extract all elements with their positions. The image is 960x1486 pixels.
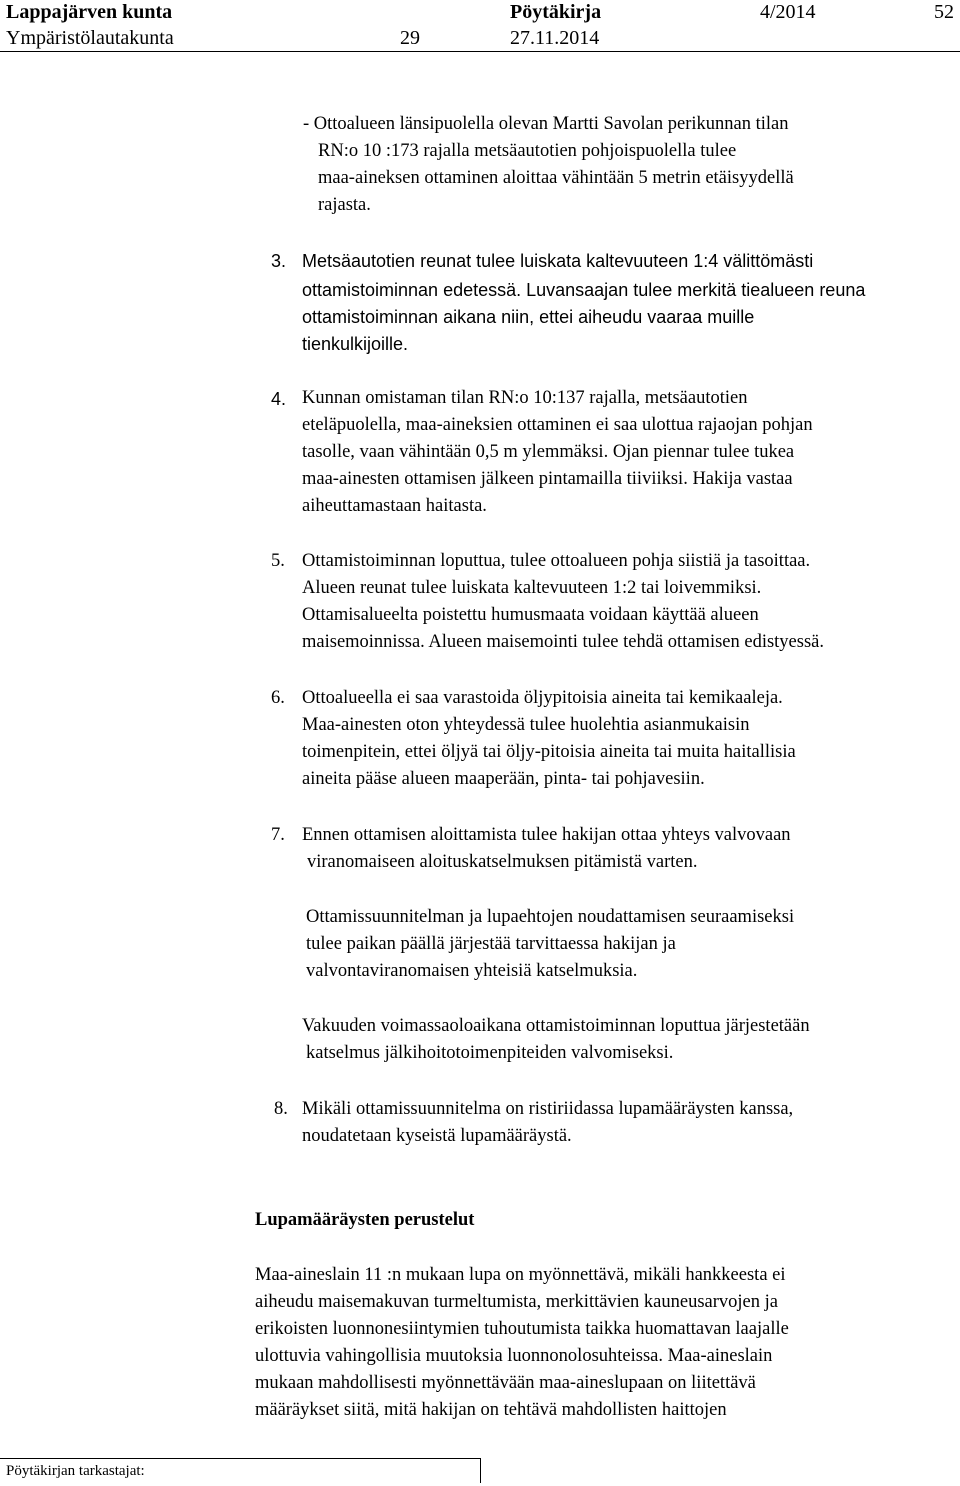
item-line: Ottamisalueelta poistettu humusmaata voidaan käyttää alueen bbox=[302, 605, 759, 625]
item-paragraph-line: valvontaviranomaisen yhteisiä katselmuksia. bbox=[306, 961, 638, 981]
item-line: ottamistoiminnan edetessä. Luvansaajan tulee merkitä tiealueen reuna bbox=[302, 280, 866, 300]
item-line: noudatetaan kyseistä lupamääräystä. bbox=[302, 1126, 572, 1146]
item-line: Ottoalueella ei saa varastoida öljypitoisia aineita tai kemikaaleja. bbox=[302, 688, 783, 708]
footer-label: Pöytäkirjan tarkastajat: bbox=[6, 1463, 145, 1479]
municipality-name: Lappajärven kunta bbox=[6, 1, 173, 23]
section-number: 29 bbox=[400, 27, 420, 49]
item-line: aineita pääse alueen maaperään, pinta- tai pohjavesiin. bbox=[302, 769, 705, 789]
document-type: Pöytäkirja bbox=[510, 1, 602, 23]
item-paragraph-line: katselmus jälkihoitotoimenpiteiden valvomiseksi. bbox=[306, 1043, 674, 1063]
item-number: 3. bbox=[271, 251, 287, 271]
rationale-line: mukaan mahdollisesti myönnettävään maa-aineslupaan on liitettävä bbox=[255, 1373, 756, 1393]
item-line: Maa-ainesten oton yhteydessä tulee huolehtia asianmukaisin bbox=[302, 715, 750, 735]
item-line: maa-ainesten ottamisen jälkeen pintamailla tiiviiksi. Hakija vastaa bbox=[302, 469, 793, 489]
item-line: maisemoinnissa. Alueen maisemointi tulee tehdä ottamisen edistyessä. bbox=[302, 632, 825, 652]
item-number: 5. bbox=[271, 551, 285, 571]
item-paragraph-line: tulee paikan päällä järjestää tarvittaessa hakijan ja bbox=[306, 934, 676, 954]
rationale-line: aiheudu maisemakuvan turmeltumista, merkittävien kauneusarvojen ja bbox=[255, 1292, 778, 1312]
item-paragraph-line: Ottamissuunnitelman ja lupaehtojen noudattamisen seuraamiseksi bbox=[306, 907, 795, 927]
item-line: viranomaiseen aloituskatselmuksen pitämistä varten. bbox=[307, 852, 698, 872]
item-line: tasolle, vaan vähintään 0,5 m ylemmäksi. Ojan piennar tulee tukea bbox=[302, 442, 795, 462]
rationale-line: Maa-aineslain 11 :n mukaan lupa on myönnettävä, mikäli hankkeesta ei bbox=[255, 1265, 786, 1285]
item-paragraph-line: Vakuuden voimassaoloaikana ottamistoiminnan loputtua järjestetään bbox=[302, 1016, 810, 1036]
item-number: 7. bbox=[271, 825, 285, 845]
section-heading: Lupamääräysten perustelut bbox=[255, 1210, 475, 1230]
meeting-date: 27.11.2014 bbox=[510, 27, 600, 49]
dash-item-line: RN:o 10 :173 rajalla metsäautotien pohjoispuolella tulee bbox=[318, 141, 737, 161]
item-line: Alueen reunat tulee luiskata kaltevuuteen 1:2 tai loivemmiksi. bbox=[302, 578, 762, 598]
page-number: 52 bbox=[934, 1, 954, 23]
item-line: Mikäli ottamissuunnitelma on ristiriidassa lupamääräysten kanssa, bbox=[302, 1099, 794, 1119]
item-number: 4. bbox=[271, 389, 287, 409]
item-line: aiheuttamastaan haitasta. bbox=[302, 496, 487, 516]
rationale-line: ulottuvia vahingollisia muutoksia luonnonolosuhteissa. Maa-aineslain bbox=[255, 1346, 773, 1366]
header-divider bbox=[0, 51, 960, 52]
document-number: 4/2014 bbox=[760, 1, 816, 23]
item-line: Ennen ottamisen aloittamista tulee hakijan ottaa yhteys valvovaan bbox=[302, 825, 791, 845]
dash-item-line: - Ottoalueen länsipuolella olevan Martti Savolan perikunnan tilan bbox=[303, 114, 789, 134]
item-line: eteläpuolella, maa-aineksien ottaminen ei saa ulottua rajaojan pohjan bbox=[302, 415, 813, 435]
committee-name: Ympäristölautakunta bbox=[6, 27, 174, 49]
dash-item-line: maa-aineksen ottaminen aloittaa vähintään 5 metrin etäisyydellä bbox=[318, 168, 794, 188]
rationale-line: erikoisten luonnonesiintymien tuhoutumista taikka huomattavan laajalle bbox=[255, 1319, 789, 1339]
item-line: tienkulkijoille. bbox=[302, 334, 409, 354]
item-line: ottamistoiminnan aikana niin, ettei aiheudu vaaraa muille bbox=[302, 307, 755, 327]
item-line: toimenpitein, ettei öljyä tai öljy-pitoisia aineita tai muita haitallisia bbox=[302, 742, 796, 762]
item-number: 6. bbox=[271, 688, 285, 708]
item-line: Ottamistoiminnan loputtua, tulee ottoalueen pohja siistiä ja tasoittaa. bbox=[302, 551, 811, 571]
dash-item-line: rajasta. bbox=[318, 195, 371, 215]
rationale-line: määräykset siitä, mitä hakijan on tehtävä mahdollisten haittojen bbox=[255, 1400, 727, 1420]
item-number: 8. bbox=[274, 1099, 288, 1119]
item-line: Kunnan omistaman tilan RN:o 10:137 rajalla, metsäautotien bbox=[302, 388, 748, 408]
item-line: Metsäautotien reunat tulee luiskata kaltevuuteen 1:4 välittömästi bbox=[302, 251, 814, 271]
